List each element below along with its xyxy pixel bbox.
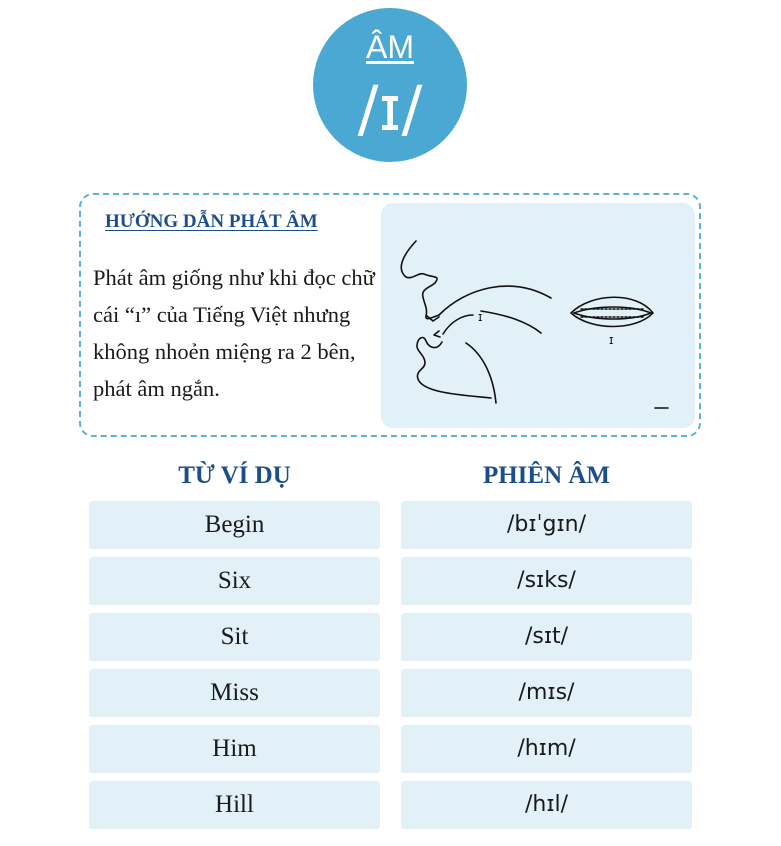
table-row — [89, 669, 693, 717]
table-row — [89, 725, 693, 773]
example-word: Him — [89, 725, 380, 773]
transcription-column-header: PHIÊN ÂM — [482, 462, 611, 489]
example-word: Begin — [89, 501, 380, 549]
example-transcription: /hɪm/ — [401, 725, 692, 773]
example-transcription: /sɪks/ — [401, 557, 692, 605]
examples-column-header: TỪ VÍ DỤ — [178, 462, 291, 489]
example-word: Hill — [89, 781, 380, 829]
example-transcription: /sɪt/ — [401, 613, 692, 661]
table-row — [89, 501, 693, 549]
example-transcription: /hɪl/ — [401, 781, 692, 829]
badge-label: ÂM — [366, 29, 414, 65]
sound-badge — [313, 8, 467, 162]
guide-text: Phát âm giống như khi đọc chữ cái “ı” của Tiếng Việt nhưng không nhoẻn miệng ra 2 bên, phát âm ngắn. — [93, 265, 375, 401]
pronunciation-guide-box — [79, 193, 701, 437]
tongue-position-label: ɪ — [478, 310, 483, 324]
example-word: Sit — [89, 613, 380, 661]
table-row — [89, 613, 693, 661]
badge-ipa-symbol: /ɪ/ — [357, 72, 423, 145]
mouth-illustration — [381, 203, 695, 428]
mouth-profile-diagram — [381, 203, 695, 428]
table-row — [89, 557, 693, 605]
example-word: Miss — [89, 669, 380, 717]
table-row — [89, 781, 693, 829]
example-word: Six — [89, 557, 380, 605]
lips-label: ɪ — [609, 333, 614, 347]
example-transcription: /mɪs/ — [401, 669, 692, 717]
guide-heading: HƯỚNG DẪN PHÁT ÂM — [105, 211, 318, 232]
example-transcription: /bɪˈgɪn/ — [401, 501, 692, 549]
